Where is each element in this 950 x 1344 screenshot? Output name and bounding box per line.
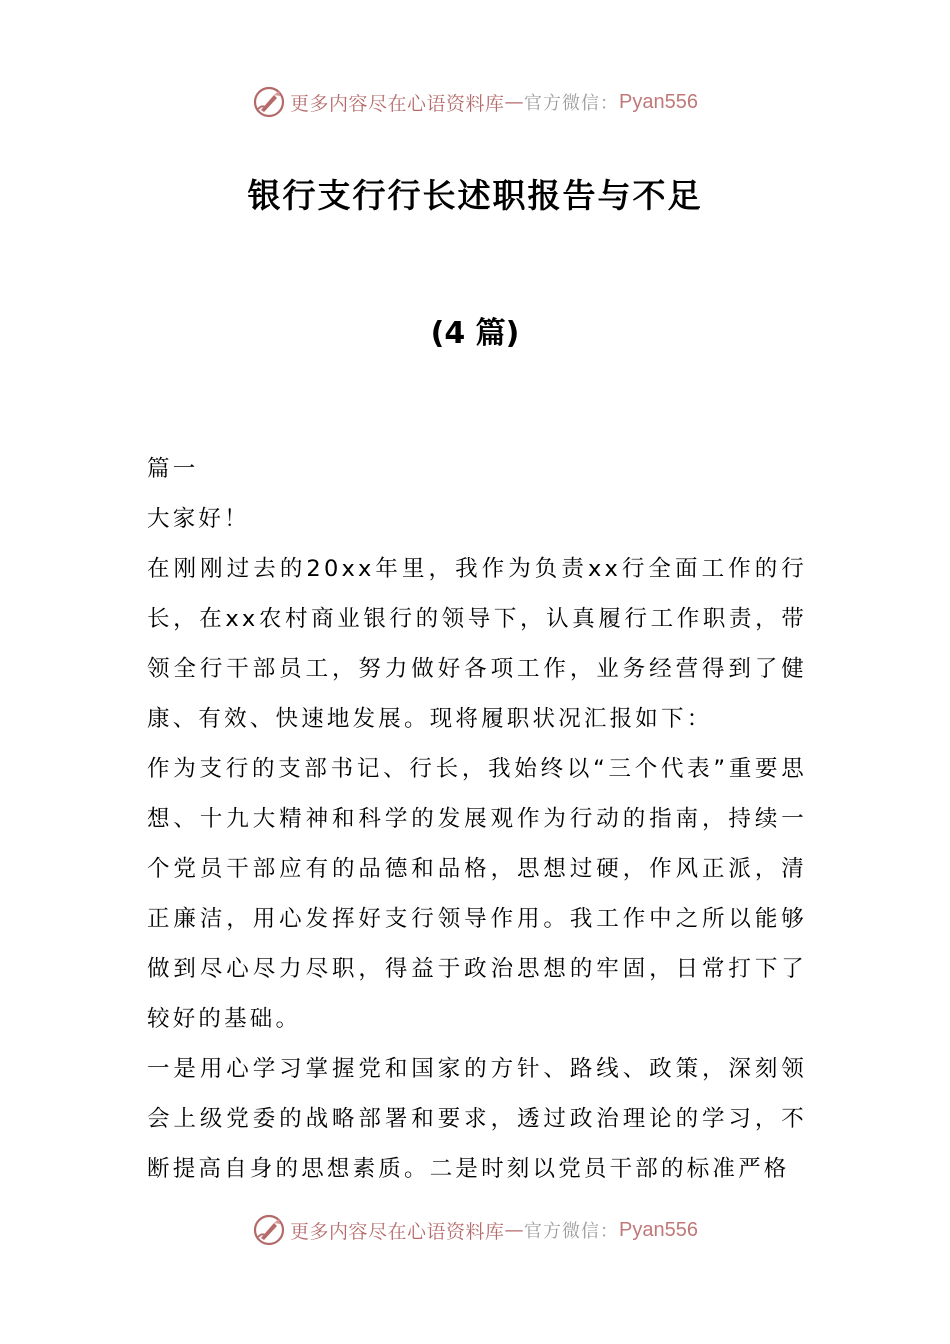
watermark-banner-top: [0, 82, 950, 122]
watermark-id: Pyan556: [619, 1218, 698, 1241]
pen-nib-logo-icon: [252, 1213, 286, 1247]
watermark-suffix: 官方微信：: [524, 1221, 620, 1242]
watermark-dash: —: [504, 91, 525, 113]
paragraph: 在刚刚过去的20xx年里，我作为负责xx行全面工作的行长，在xx农村商业银行的领导下，认真履行工作职责，带领全行干部员工，努力做好各项工作，业务经营得到了健康、有效、快速地发展。现将履职状况汇报如下：: [147, 556, 807, 732]
section-heading: 篇一: [147, 456, 199, 482]
watermark-banner-bottom: [0, 1210, 950, 1250]
watermark-dash: —: [504, 1219, 525, 1241]
document-title: 银行支行行长述职报告与不足: [247, 176, 703, 215]
watermark-text: 更多内容尽在心语资料库: [290, 92, 505, 115]
watermark-suffix: 官方微信：: [524, 93, 620, 114]
pen-nib-logo-icon: [252, 85, 286, 119]
document-body: [147, 444, 807, 1194]
greeting: 大家好！: [147, 506, 250, 532]
document-subtitle: (4 篇): [430, 316, 520, 351]
watermark-text: 更多内容尽在心语资料库: [290, 1220, 505, 1243]
watermark-id: Pyan556: [619, 90, 698, 113]
paragraph: 一是用心学习掌握党和国家的方针、路线、政策，深刻领会上级党委的战略部署和要求，透过政治理论的学习，不断提高自身的思想素质。二是时刻以党员干部的标准严格: [147, 1056, 807, 1182]
paragraph: 作为支行的支部书记、行长，我始终以“三个代表”重要思想、十九大精神和科学的发展观作为行动的指南，持续一个党员干部应有的品德和品格，思想过硬，作风正派，清正廉洁，用心发挥好支行领导作用。我工作中之所以能够做到尽心尽力尽职，得益于政治思想的牢固，日常打下了较好的基础。: [147, 756, 807, 1032]
